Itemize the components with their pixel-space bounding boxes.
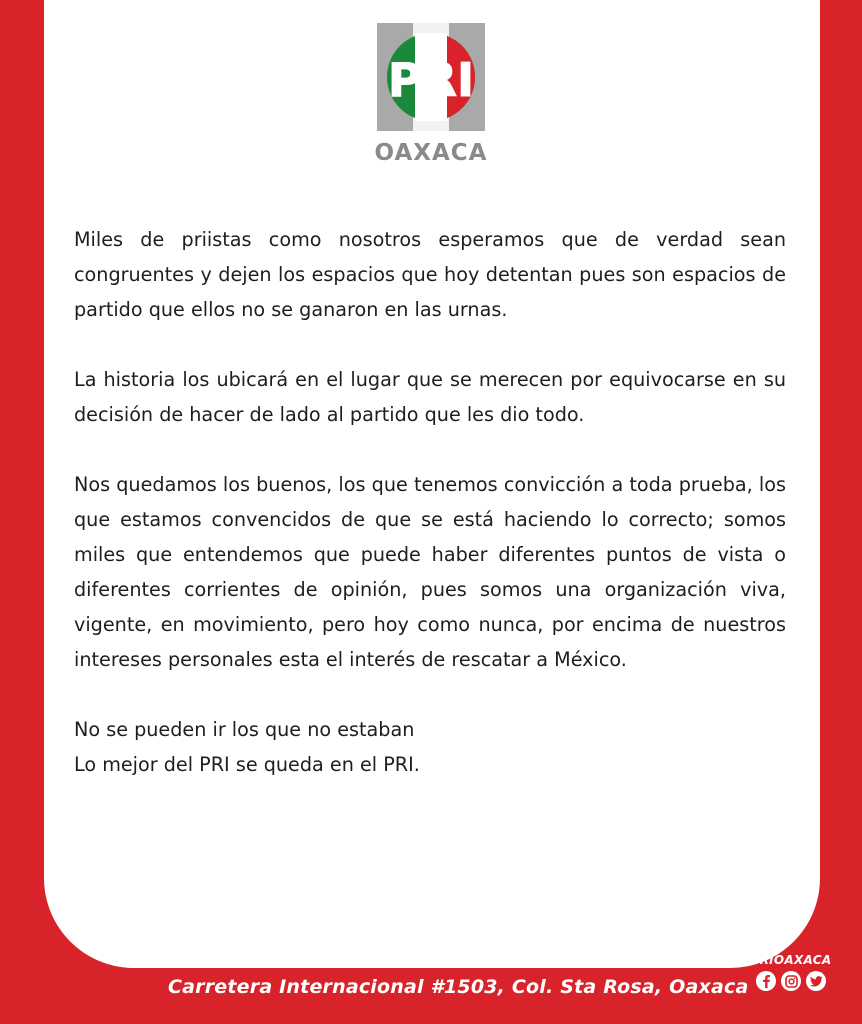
social-handle: PRIOAXACA	[750, 953, 832, 967]
closing-lines	[74, 712, 786, 782]
instagram-icon[interactable]	[781, 971, 801, 991]
social-icons	[745, 971, 837, 991]
closing-line-2: Lo mejor del PRI se queda en el PRI.	[74, 753, 420, 776]
pri-logo-letters: PRI	[387, 53, 475, 107]
paragraph-1: Miles de priistas como nosotros esperamos que de verdad sean congruentes y dejen los espacios que hoy detentan pues son espacios de partido que ellos no se ganaron en las urnas.	[74, 228, 786, 321]
paragraph-2: La historia los ubicará en el lugar que se merecen por equivocarse en su decisión de hacer de lado al partido que les dio todo.	[74, 368, 786, 426]
pri-logo	[377, 23, 485, 131]
statement-body	[74, 222, 786, 782]
closing-line-1: No se pueden ir los que no estaban	[74, 718, 415, 741]
social-block	[745, 953, 837, 991]
facebook-icon[interactable]	[756, 971, 776, 991]
twitter-icon[interactable]	[806, 971, 826, 991]
logo-subtitle: OAXACA	[374, 140, 488, 166]
paragraph-3: Nos quedamos los buenos, los que tenemos convicción a toda prueba, los que estamos convencidos de que se está haciendo lo correcto; somos miles que entendemos que puede haber diferentes puntos de vista o diferentes corrientes de opinión, pues somos una organización viva, vigente, en movimiento, pero hoy como nunca, por encima de nuestros intereses personales esta el interés de rescatar a México.	[74, 473, 786, 671]
footer-address: Carretera Internacional #1503, Col. Sta Rosa, Oaxaca	[168, 976, 749, 998]
